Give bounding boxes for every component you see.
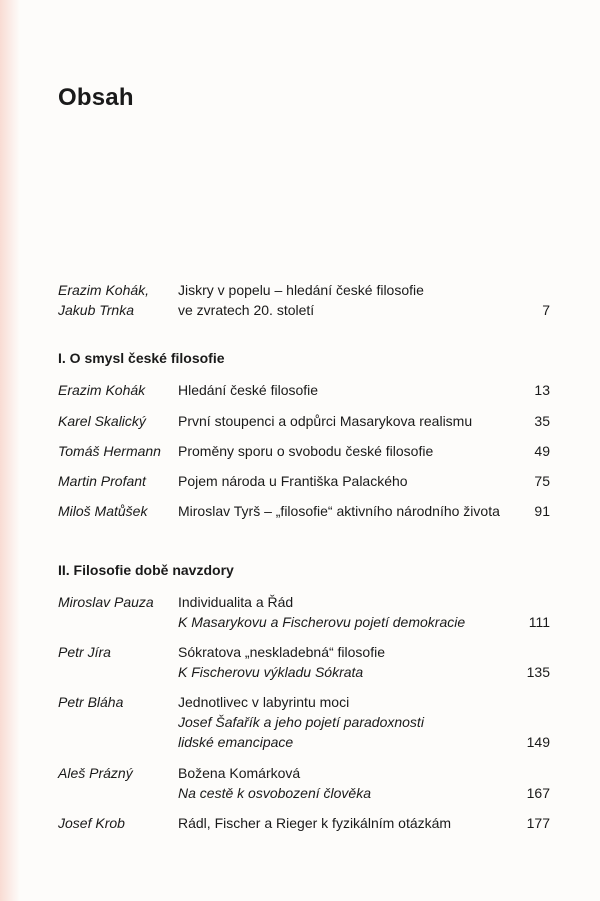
toc-page-number: 7 (542, 302, 550, 318)
toc-author: Miroslav Pauza (58, 594, 154, 610)
toc-author: Petr Bláha (58, 694, 124, 710)
toc-page-number: 167 (526, 785, 550, 801)
toc-page-number: 49 (534, 443, 550, 459)
page-title: Obsah (58, 84, 134, 111)
toc-author: Petr Jíra (58, 644, 111, 660)
toc-title: Sókratova „neskladebná“ filosofie (178, 644, 386, 660)
toc-title: První stoupenci a odpůrci Masarykova realismu (178, 413, 473, 429)
toc-author: Jakub Trnka (58, 302, 134, 318)
toc-subtitle: K Fischerovu výkladu Sókrata (178, 664, 364, 680)
toc-author: Karel Skalický (58, 413, 146, 429)
toc-entry-title (178, 280, 518, 320)
toc-author: Miloš Matůšek (58, 503, 148, 519)
toc-author: Aleš Prázný (58, 765, 133, 781)
toc-title: Individualita a Řád (178, 594, 294, 610)
toc-title: Proměny sporu o svobodu české filosofie (178, 443, 434, 459)
toc-page-number: 111 (528, 614, 550, 630)
toc-title: Jednotlivec v labyrintu moci (178, 694, 350, 710)
toc-title-line: ve zvratech 20. století (178, 302, 315, 318)
toc-page-number: 35 (534, 413, 550, 429)
toc-entry-authors (58, 280, 178, 320)
toc-author: Martin Profant (58, 473, 146, 489)
toc-subtitle: Na cestě k osvobození člověka (178, 785, 371, 801)
toc-title: Hledání české filosofie (178, 382, 319, 398)
toc-page-number: 135 (526, 664, 550, 680)
toc-title: Božena Komárková (178, 765, 301, 781)
toc-subtitle: lidské emancipace (178, 734, 294, 750)
toc-title-line: Jiskry v popelu – hledání české filosofie (178, 282, 424, 298)
toc-page-number: 177 (526, 815, 550, 831)
toc-title: Pojem národa u Františka Palackého (178, 473, 408, 489)
toc-title: Miroslav Tyrš – „filosofie“ aktivního národního života (178, 503, 500, 519)
toc-author: Tomáš Hermann (58, 443, 161, 459)
toc-title: Rádl, Fischer a Rieger k fyzikálním otázkám (178, 815, 452, 831)
toc-author: Erazim Kohák (58, 382, 146, 398)
toc-page-number: 149 (526, 734, 550, 750)
page-edge-shadow (0, 0, 20, 901)
section-heading: II. Filosofie době navzdory (58, 562, 234, 578)
toc-subtitle: K Masarykovu a Fischerovu pojetí demokracie (178, 614, 466, 630)
toc-author: Erazim Kohák, (58, 282, 150, 298)
toc-page-number: 91 (534, 503, 550, 519)
section-heading: I. O smysl české filosofie (58, 350, 225, 366)
toc-author: Josef Krob (58, 815, 125, 831)
toc-page-number: 13 (534, 382, 550, 398)
toc-subtitle: Josef Šafařík a jeho pojetí paradoxnosti (178, 714, 424, 730)
toc-page-number: 75 (534, 473, 550, 489)
